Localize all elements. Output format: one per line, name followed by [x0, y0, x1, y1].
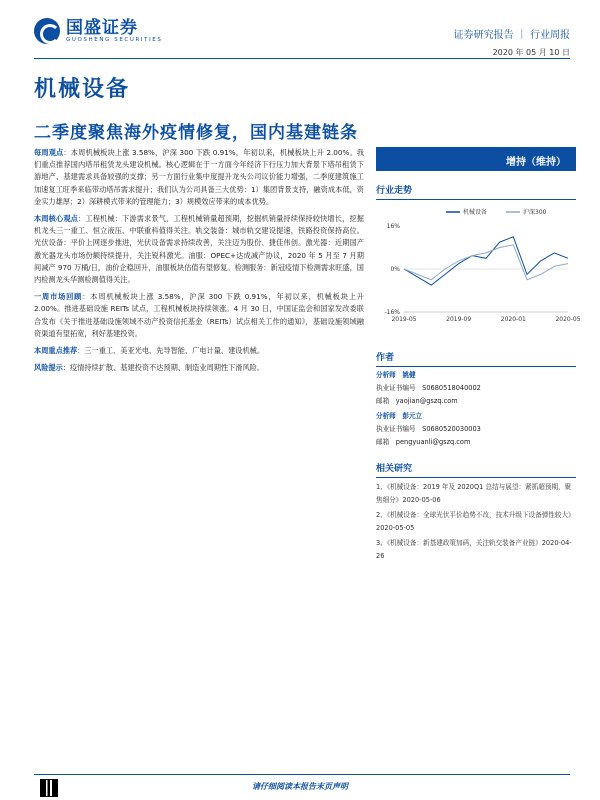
paragraph-body: 疫情持续扩散、基建投资不达预期、制造业周期性下滑风险。 [69, 363, 265, 373]
sector-title: 机械设备 [34, 77, 131, 102]
x-tick-label: 2020-05 [555, 316, 581, 323]
sidebar [376, 147, 581, 562]
cert-label: 执业证书编号 [376, 384, 416, 392]
page-header [0, 0, 600, 60]
author-block-2 [376, 410, 576, 449]
company-logo [34, 18, 162, 44]
cert-number: S0680520030003 [422, 425, 481, 433]
report-date: 2020 年 05 月 10 日 [492, 48, 570, 57]
y-tick-label: 0% [390, 266, 400, 273]
trend-chart [376, 204, 581, 338]
paragraph-recommend: 本周重点推荐：三一重工、美亚光电、先导智能、广电计量、建设机械。 [34, 346, 265, 356]
summary-column [34, 147, 364, 379]
cert-label: 执业证书编号 [376, 425, 416, 433]
x-tick-label: 2020-01 [500, 316, 526, 323]
related-report-3[interactable]: 3、《机械设备：新基建政策加码，关注轨交装备产业链》2020-04-26 [376, 539, 572, 560]
cert-number: S0680518040002 [422, 384, 481, 392]
paragraph-weekly-view: 每周观点：本周机械板块上涨 3.58%，沪深 300 下跌 0.91%，年初以来，机械板块上升 2.00%。我们重点推荐国内塔吊租赁龙头建设机械。核心逻辑在于一方面今年经济下行压力加大背景下塔吊租赁下游地产、基建需求具备较强的支撑；另一方面行业集中度提升龙头公司议价能力增强，二季度建筑施工加速复工旺季来临带动塔吊需求提升；我们认为公司具备三大优势：1）集团背景支持，融资成本低，资金实力雄厚；2）深耕模式带来的管理能力；3）规模效应带来的成本优势。 [34, 148, 364, 206]
paragraph-body: 工程机械：下游需求景气，工程机械销量超预期，挖掘机销量持续保持较快增长，挖掘机龙头三一重工、恒立液压、中联重科值得关注。轨交装备：城市轨交建设提速，铁路投资保持高位。光伏设备：平价上网逐步推进，光伏设备需求持续改善，关注迈为股份、捷佳伟创。激光器：近期国产激光器龙头市场份额持续提升，关注锐科激光。油服：OPEC+达成减产协议，2020 年 5 月至 7 月期间减产 970 万桶/日，油价企稳回升，油服板块估值有望修复。检测服务：新冠疫情下检测需求旺盛，国内检测龙头华测检测值得关注。 [34, 214, 364, 285]
paragraph-body: 本周机械板块上涨 3.58%，沪深 300 下跌 0.91%，年初以来，机械板块上升 2.00%。我们重点推荐国内塔吊租赁龙头建设机械。核心逻辑在于一方面今年经济下行压力加大背景下塔吊租赁下游地产、基建需求具备较强的支撑；另一方面行业集中度提升龙头公司议价能力增强，二季度建筑施工加速复工旺季来临带动塔吊需求提升；我们认为公司具备三大优势：1）集团背景支持，融资成本低，资金实力雄厚；2）深耕模式带来的管理能力；3）规模效应带来的成本优势。 [34, 148, 364, 206]
author-role: 分析师 [376, 412, 396, 420]
paragraph-label: 每周观点 [34, 148, 64, 157]
paragraph-label: 一周市场回顾 [34, 292, 83, 302]
author-email[interactable]: pengyuanli@gszq.com [395, 438, 471, 446]
author-email[interactable]: yaojian@gszq.com [395, 397, 458, 405]
related-report-1[interactable]: 1、《机械设备：2019 年及 2020Q1 总结与展望：紧抓超预期，聚焦细分》2020-05-06 [376, 483, 572, 504]
report-title: 二季度聚焦海外疫情修复，国内基建链条 [34, 123, 358, 143]
paragraph-label: 本周核心观点 [34, 214, 79, 224]
paragraph-body: 本周机械板块上涨 3.58%，沪深 300 下跌 0.91%，年初以来，机械板块上升 2.00%。推进基础设施 REITs 试点，工程机械板块持续领涨。4 月 30 日，中国证监会和国家发改委联合发布《关于推进基础设施领域不动产投资信托基金（REITs）试点相关工作的通知》，基础设施领域融资渠道有望拓宽，利好基建投资。 [34, 292, 364, 338]
paragraph-market-review: 一周市场回顾：本周机械板块上涨 3.58%，沪深 300 下跌 0.91%，年初以来，机械板块上升 2.00%。推进基础设施 REITs 试点，工程机械板块持续领涨。4 月 30 日，中国证监会和国家发改委联合发布《关于推进基础设施领域不动产投资信托基金（REITs）试点相关工作的通知》，基础设施领域融资渠道有望拓宽，利好基建投资。 [34, 292, 364, 338]
author-name: 姚健 [402, 371, 416, 379]
footer-disclaimer: 请仔细阅读本报告末页声明 [252, 782, 348, 791]
paragraph-label: 风险提示 [34, 363, 63, 373]
logo-en-text: GUOSHENG SECURITIES [66, 37, 163, 43]
author-role: 分析师 [376, 371, 396, 379]
paragraph-body: 三一重工、美亚光电、先导智能、广电计量、建设机械。 [84, 346, 265, 356]
legend-label: 机械设备 [463, 209, 488, 216]
trend-chart-svg [376, 204, 581, 334]
report-type: 证券研究报告 ｜ 行业周报 [453, 30, 570, 41]
author-name: 彭元立 [402, 412, 423, 420]
paragraph-risk: 风险提示：疫情持续扩散、基建投资不达预期、制造业周期性下滑风险。 [34, 363, 265, 373]
logo-icon [34, 18, 60, 44]
rating-badge: 增持（维持） [376, 147, 576, 171]
x-tick-label: 2019-09 [446, 316, 472, 323]
y-tick-label: 16% [386, 223, 400, 230]
email-label: 邮箱 [376, 438, 390, 446]
series-line-1 [404, 237, 568, 285]
x-tick-label: 2019-05 [391, 316, 417, 323]
header-divider [34, 58, 570, 59]
paragraph-core-view: 本周核心观点：工程机械：下游需求景气，工程机械销量超预期，挖掘机销量持续保持较快增长，挖掘机龙头三一重工、恒立液压、中联重科值得关注。轨交装备：城市轨交建设提速，铁路投资保持高位。光伏设备：平价上网逐步推进，光伏设备需求持续改善，关注迈为股份、捷佳伟创。激光器：近期国产激光器龙头市场份额持续提升，关注锐科激光。油服：OPEC+达成减产协议，2020 年 5 月至 7 月期间减产 970 万桶/日，油价企稳回升，油服板块估值有望修复。检测服务：新冠疫情下检测需求旺盛，国内检测龙头华测检测值得关注。 [34, 214, 364, 285]
email-label: 邮箱 [376, 397, 390, 405]
author-block-1 [376, 369, 576, 408]
related-heading: 相关研究 [376, 461, 576, 478]
trend-heading: 行业走势 [376, 183, 576, 200]
author-heading: 作者 [376, 350, 576, 367]
legend-label: 沪深300 [523, 209, 547, 216]
y-tick-label: -16% [384, 309, 400, 316]
paragraph-label: 本周重点推荐 [34, 346, 78, 356]
series-line-2 [404, 245, 568, 280]
logo-cn-text: 国盛证券 [66, 18, 138, 38]
footer-divider [34, 774, 570, 775]
related-report-2[interactable]: 2、《机械设备：全球光伏平价趋势不改，技术升级下设备弹性较大》2020-05-05 [376, 511, 575, 532]
